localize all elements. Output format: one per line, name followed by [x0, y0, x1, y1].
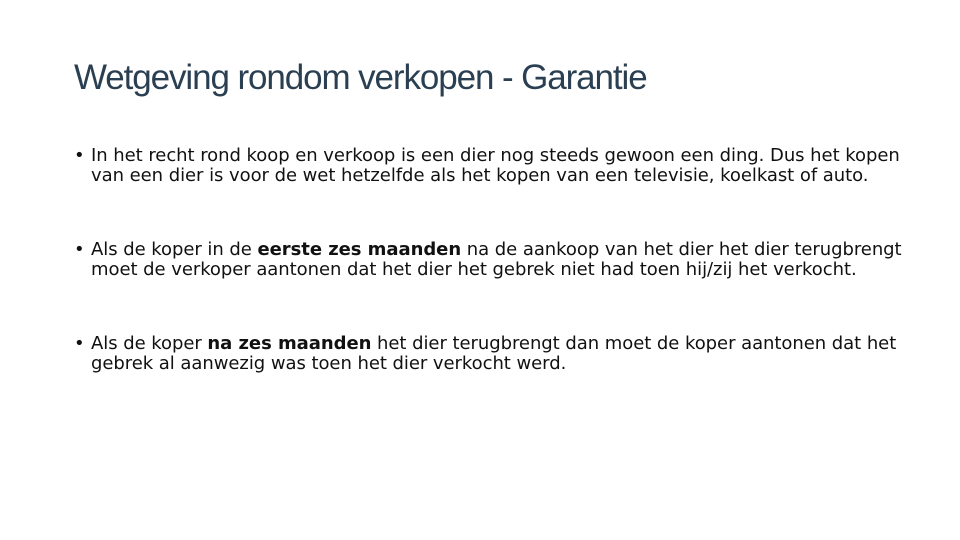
bullet-text: [91, 334, 914, 374]
bullet-marker: •: [74, 239, 85, 260]
bullet-text: [91, 146, 914, 186]
bullet-text-before: Als de koper in de: [91, 239, 258, 260]
bullet-text-after: het dier terugbrengt dan moet de koper aantonen dat het gebrek al aanwezig was toen het dier verkocht werd.: [91, 333, 897, 374]
bullet-text: [91, 240, 914, 280]
bullet-text-plain: In het recht rond koop en verkoop is een dier nog steeds gewoon een ding. Dus het kopen van een dier is voor de wet hetzelfde als het kopen van een televisie, koelkast of auto.: [91, 145, 900, 186]
bullet-list: [74, 146, 914, 428]
bullet-item-2: [74, 240, 914, 280]
bullet-text-before: Als de koper: [91, 333, 208, 354]
slide-title: Wetgeving rondom verkopen - Garantie: [74, 58, 647, 97]
bullet-text-after: na de aankoop van het dier het dier terugbrengt moet de verkoper aantonen dat het dier het gebrek niet had toen hij/zij het verkocht.: [91, 239, 902, 280]
bullet-marker: •: [74, 333, 85, 354]
bullet-item-1: [74, 146, 914, 186]
bullet-text-emphasis: na zes maanden: [207, 333, 372, 354]
bullet-item-3: [74, 334, 914, 374]
bullet-text-emphasis: eerste zes maanden: [257, 239, 462, 260]
bullet-marker: •: [74, 145, 85, 166]
